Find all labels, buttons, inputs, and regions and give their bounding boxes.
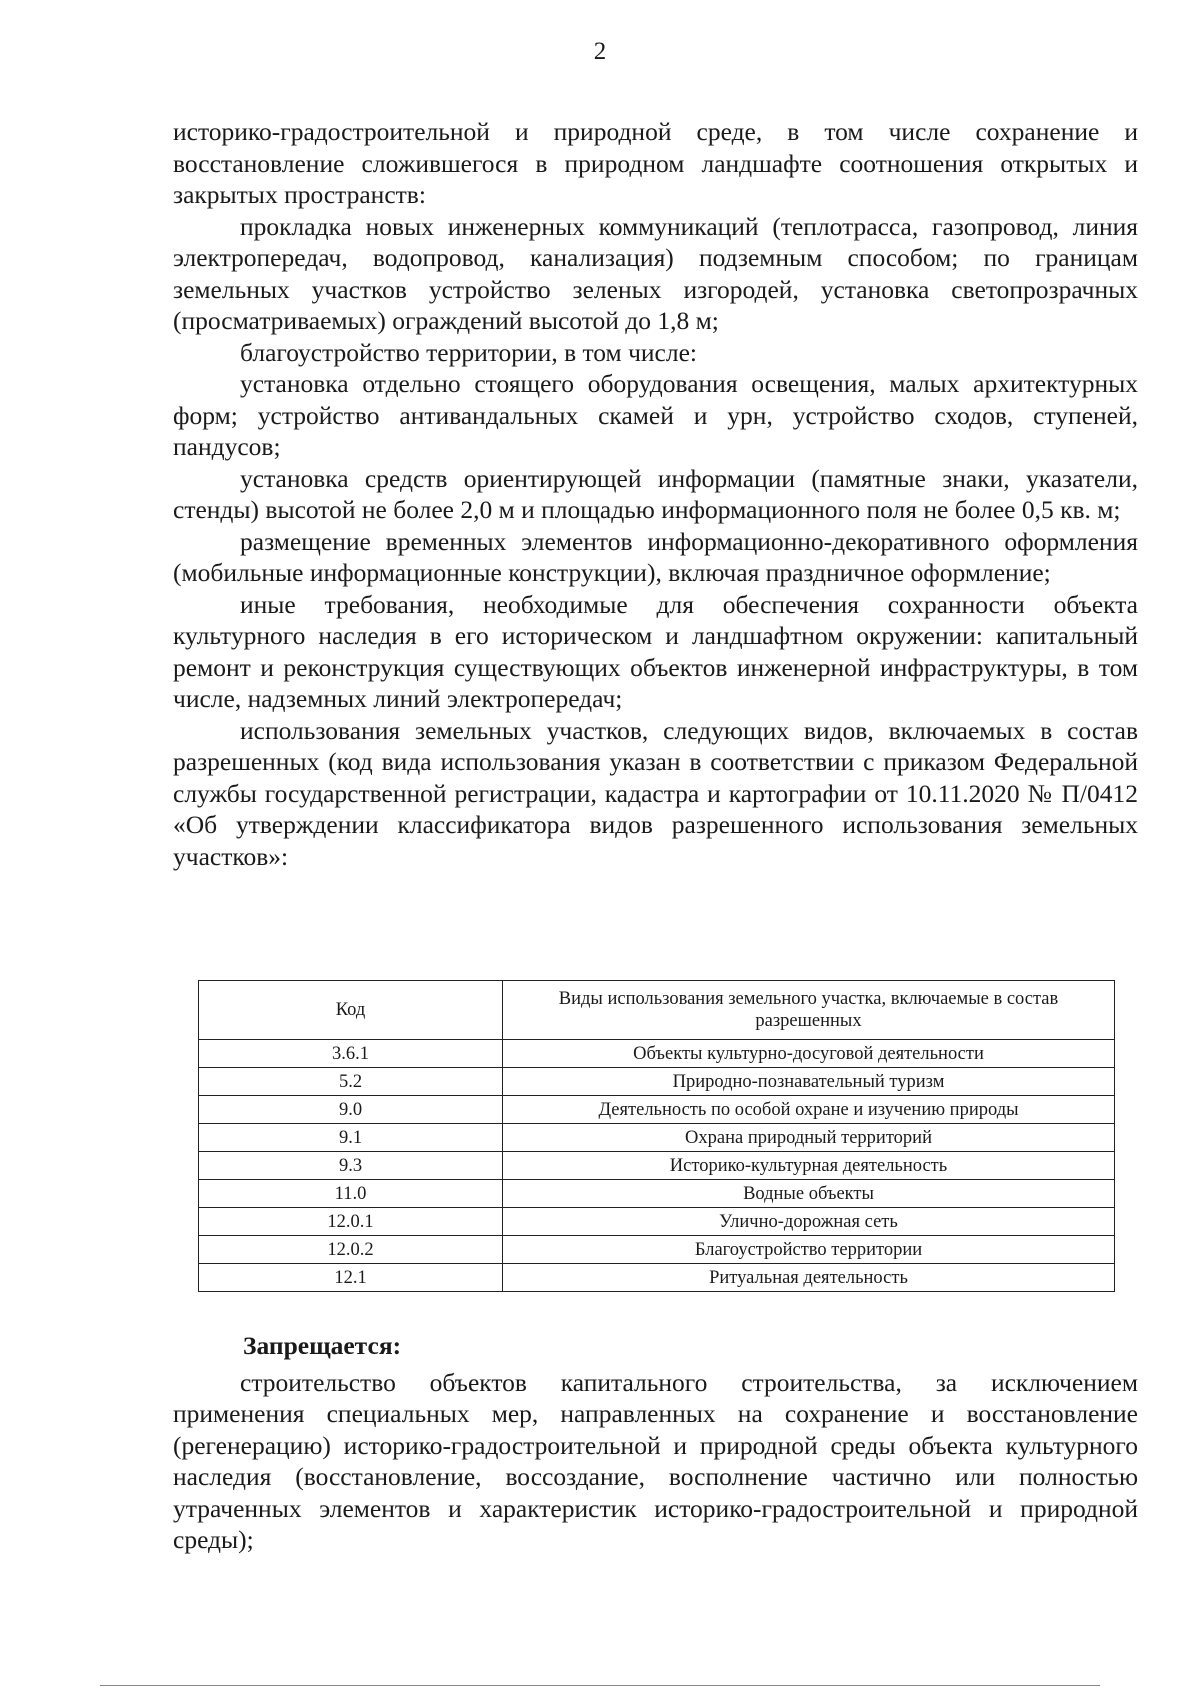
cell-use: Благоустройство территории: [503, 1236, 1115, 1264]
paragraph: прокладка новых инженерных коммуникаций (теплотрасса, газопровод, линия электропередач, водопровод, канализация) подземным способом; по границам земельных участков устройство зеленых изгородей, установка светопрозрачных (просматриваемых) ограждений высотой до 1,8 м;: [173, 211, 1138, 335]
prohibited-section: [173, 1330, 1138, 1556]
table-row: [199, 1068, 1115, 1096]
cell-code: 12.1: [199, 1264, 503, 1292]
cell-code: 12.0.1: [199, 1208, 503, 1236]
paragraph: установка отдельно стоящего оборудования освещения, малых архитектурных форм; устройство антивандальных скамей и урн, устройство сходов, ступеней, пандусов;: [173, 369, 1138, 461]
table-row: [199, 1152, 1115, 1180]
paragraph: размещение временных элементов информационно-декоративного оформления (мобильные информационные конструкции), включая праздничное оформление;: [173, 526, 1138, 587]
cell-code: 9.1: [199, 1124, 503, 1152]
cell-use: Деятельность по особой охране и изучению природы: [503, 1096, 1115, 1124]
table-row: [199, 1180, 1115, 1208]
page-edge-line: [100, 1685, 1100, 1686]
table-row: [199, 1236, 1115, 1264]
table-row: [199, 1208, 1115, 1236]
cell-use: Историко-культурная деятельность: [503, 1152, 1115, 1180]
intro-text: [173, 116, 1138, 872]
page-number: 2: [593, 38, 607, 65]
permitted-uses-table: [198, 980, 1115, 1292]
paragraph: установка средств ориентирующей информации (памятные знаки, указатели, стенды) высотой не более 2,0 м и площадью информационного поля не более 0,5 кв. м;: [173, 463, 1138, 524]
section-heading: Запрещается:: [243, 1331, 402, 1360]
cell-code: 3.6.1: [199, 1040, 503, 1068]
cell-code: 11.0: [199, 1180, 503, 1208]
header-use: Виды использования земельного участка, включаемые в состав разрешенных: [503, 981, 1115, 1040]
table-header-row: [199, 981, 1115, 1040]
cell-code: 12.0.2: [199, 1236, 503, 1264]
cell-use: Ритуальная деятельность: [503, 1264, 1115, 1292]
table-row: [199, 1040, 1115, 1068]
cell-code: 5.2: [199, 1068, 503, 1096]
paragraph: иные требования, необходимые для обеспечения сохранности объекта культурного наследия в его историческом и ландшафтном окружении: капитальный ремонт и реконструкция существующих объектов инженерной инфраструктуры, в том числе, надземных линий электропередач;: [173, 589, 1138, 713]
cell-code: 9.0: [199, 1096, 503, 1124]
paragraph: использования земельных участков, следующих видов, включаемых в состав разрешенных (код вида использования указан в соответствии с приказом Федеральной службы государственной регистрации, кадастра и картографии от 10.11.2020 № П/0412 «Об утверждении классификатора видов разрешенного использования земельных участков»:: [173, 715, 1138, 871]
paragraph: историко-градостроительной и природной среде, в том числе сохранение и восстановление сложившегося в природном ландшафте соотношения открытых и закрытых пространств:: [173, 117, 1138, 209]
cell-use: Природно-познавательный туризм: [503, 1068, 1115, 1096]
paragraph: строительство объектов капитального строительства, за исключением применения специальных мер, направленных на сохранение и восстановление (регенерацию) историко-градостроительной и природной среды объекта культурного наследия (восстановление, воссоздание, восполнение частично или полностью утраченных элементов и характеристик историко-градостроительной и природной среды);: [173, 1367, 1138, 1554]
cell-use: Водные объекты: [503, 1180, 1115, 1208]
table-row: [199, 1264, 1115, 1292]
table-row: [199, 1096, 1115, 1124]
cell-code: 9.3: [199, 1152, 503, 1180]
cell-use: Улично-дорожная сеть: [503, 1208, 1115, 1236]
paragraph: благоустройство территории, в том числе:: [240, 337, 697, 367]
cell-use: Охрана природный территорий: [503, 1124, 1115, 1152]
table-row: [199, 1124, 1115, 1152]
header-code: Код: [199, 981, 503, 1040]
cell-use: Объекты культурно-досуговой деятельности: [503, 1040, 1115, 1068]
